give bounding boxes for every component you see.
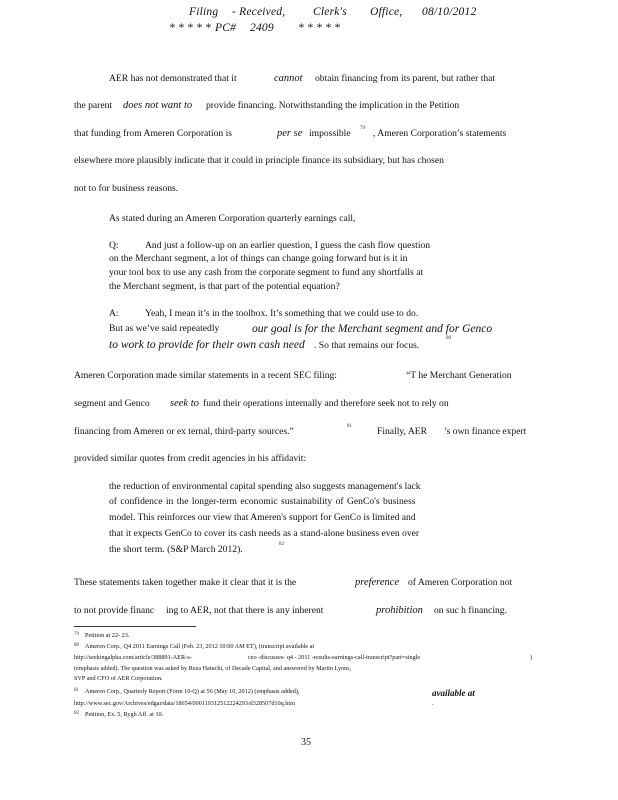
question-line4: the Merchant segment, is that part of the potential equation? — [109, 281, 340, 292]
quote-line5: the short term. (S&P March 2012). — [109, 544, 243, 555]
question-line3: your tool box to use any cash from the corporate segment to fund any shortfalls at — [109, 267, 424, 278]
para1-line1-end: obtain financing from its parent, but rather that — [315, 73, 496, 84]
footnote-79: Petition at 22- 23. — [85, 632, 130, 639]
answer-emphasis-2: to work to provide for their own cash need — [109, 339, 305, 351]
header-stars-right: * * * * * — [298, 22, 341, 34]
para3-line3-finally: Finally, AER — [377, 426, 428, 437]
para4-emphasis-prohibition: prohibition — [376, 605, 423, 616]
para3-line2-end: fund their operations internally and therefore seek not to rely on — [203, 398, 449, 409]
footnote-80-paren: ) — [530, 654, 533, 661]
answer-line3-end: . So that remains our focus. — [314, 340, 420, 351]
header-pc-number: 2409 — [250, 22, 274, 34]
footnote-ref-80: 80 — [446, 336, 451, 341]
para1-emphasis-cannot: cannot — [274, 73, 303, 84]
footnote-80-line3: (emphasis added). The question was asked by Reza Hatuchi, of Decade Capital, and answered by Martin Lyons, — [74, 665, 352, 672]
para1-line2-end: provide financing. Notwithstanding the implication in the Petition — [206, 100, 460, 111]
para1-line1-start: AER has not demonstrated that it — [109, 73, 237, 84]
para3-line1-start: Ameren Corporation made similar statements in a recent SEC filing: — [74, 370, 337, 381]
question-label: Q: — [109, 240, 119, 251]
para4-emphasis-preference: preference — [355, 577, 400, 588]
para4-line1-end: of Ameren Corporation not — [408, 577, 513, 588]
para2-intro: As stated during an Ameren Corporation quarterly earnings call, — [109, 213, 356, 224]
para4-line2-start: to not provide financ — [74, 605, 155, 616]
para3-line3-start: financing from Ameren or ex ternal, third-party sources.” — [74, 426, 294, 437]
footnote-80-link-start: http://seekingalpha.com/article/388891-AER-s- — [74, 654, 192, 661]
header-pc-label: PC# — [215, 22, 237, 34]
header-date: 08/10/2012 — [422, 6, 477, 18]
header-office: Office, — [370, 6, 403, 18]
para1-line5: not to for business reasons. — [74, 183, 179, 194]
footnote-divider — [74, 626, 196, 627]
para3-line3-end: ’s own finance expert — [444, 426, 527, 437]
para3-line2-start: segment and Genco — [74, 398, 150, 409]
header-stars-left: * * * * * — [169, 22, 212, 34]
footnote-80-line1: Ameren Corp., Q4 2011 Earnings Call (Feb. 23, 2012 10:00 AM ET), (transcript available at — [85, 643, 315, 650]
footnote-marker-81: 81 — [74, 688, 79, 693]
footnote-81-period: . — [432, 700, 434, 707]
quote-line1: the reduction of environmental capital spending also suggests management's lack — [109, 481, 421, 492]
footnote-81-available-at: available at — [432, 688, 475, 698]
question-line1: And just a follow-up on an earlier question, I guess the cash flow question — [145, 240, 431, 251]
footnote-81-url[interactable]: http://www.sec.gov/Archives/edgar/data/18654/000119312512224293/d328507d10q.htm — [74, 700, 295, 707]
para1-line3-impossible: impossible — [309, 128, 351, 139]
footnote-ref-82: 82 — [279, 542, 284, 547]
para1-line2-start: the parent — [74, 100, 113, 111]
para1-line4: elsewhere more plausibly indicate that it could in principle finance its subsidiary, but has chosen — [74, 155, 444, 166]
para1-line3-end: , Ameren Corporation’s statements — [373, 128, 507, 139]
para1-emphasis-does-not-want: does not want to — [123, 100, 193, 111]
quote-line3: model. This reinforces our view that Ameren's support for GenCo is limited and — [109, 512, 416, 523]
answer-line1: Yeah, I mean it’s in the toolbox. It’s something that we could use to do. — [145, 308, 419, 319]
footnote-80-line4: SVP and CFO of AER Corporation. — [74, 675, 163, 682]
answer-emphasis-1: our goal is for the Merchant segment and for Genco — [252, 323, 493, 335]
footnote-marker-79: 79 — [74, 632, 79, 637]
footnote-ref-79: 79 — [360, 126, 365, 131]
question-line2: on the Merchant segment, a lot of things can change going forward but is it in — [109, 253, 408, 264]
footnote-82: Petition, Ex. 5, Rygh Aff. at 10. — [85, 711, 164, 718]
footnote-marker-80: 80 — [74, 643, 79, 648]
para4-line1-start: These statements taken together make it clear that it is the — [74, 577, 297, 588]
header-received: - Received, — [232, 6, 286, 18]
quote-line4: that it expects GenCo to cover its cash needs as a stand-alone business even over — [109, 528, 420, 539]
footnote-80-link-end: ceo -discusses- q4 - 2011 -results-earnings-call-transcript?part=single — [248, 654, 421, 661]
footnote-81-line1: Ameren Corp., Quarterly Report (Form 10-Q) at 56 (May 10, 2012) (emphasis added), — [85, 688, 300, 695]
para3-line4: provided similar quotes from credit agencies in his affidavit: — [74, 453, 307, 464]
page-number: 35 — [301, 737, 311, 748]
footnote-ref-81: 81 — [347, 424, 352, 429]
para4-line2-end: on suc h financing. — [434, 605, 508, 616]
footnote-marker-82: 82 — [74, 711, 79, 716]
para4-line2-mid: ing to AER, not that there is any inherent — [166, 605, 324, 616]
para3-line1-quote: “T he Merchant Generation — [406, 370, 512, 381]
header-clerks: Clerk's — [313, 6, 347, 18]
para3-emphasis-seek-to: seek to — [170, 398, 199, 409]
header-filing: Filing — [189, 6, 219, 18]
answer-line2-start: But as we’ve said repeatedly — [109, 323, 220, 334]
para1-line3-start: that funding from Ameren Corporation is — [74, 128, 233, 139]
quote-line2: of confidence in the longer-term economic sustainability of GenCo's business — [109, 496, 416, 507]
para1-emphasis-per-se: per se — [277, 128, 303, 139]
answer-label: A: — [109, 308, 119, 319]
